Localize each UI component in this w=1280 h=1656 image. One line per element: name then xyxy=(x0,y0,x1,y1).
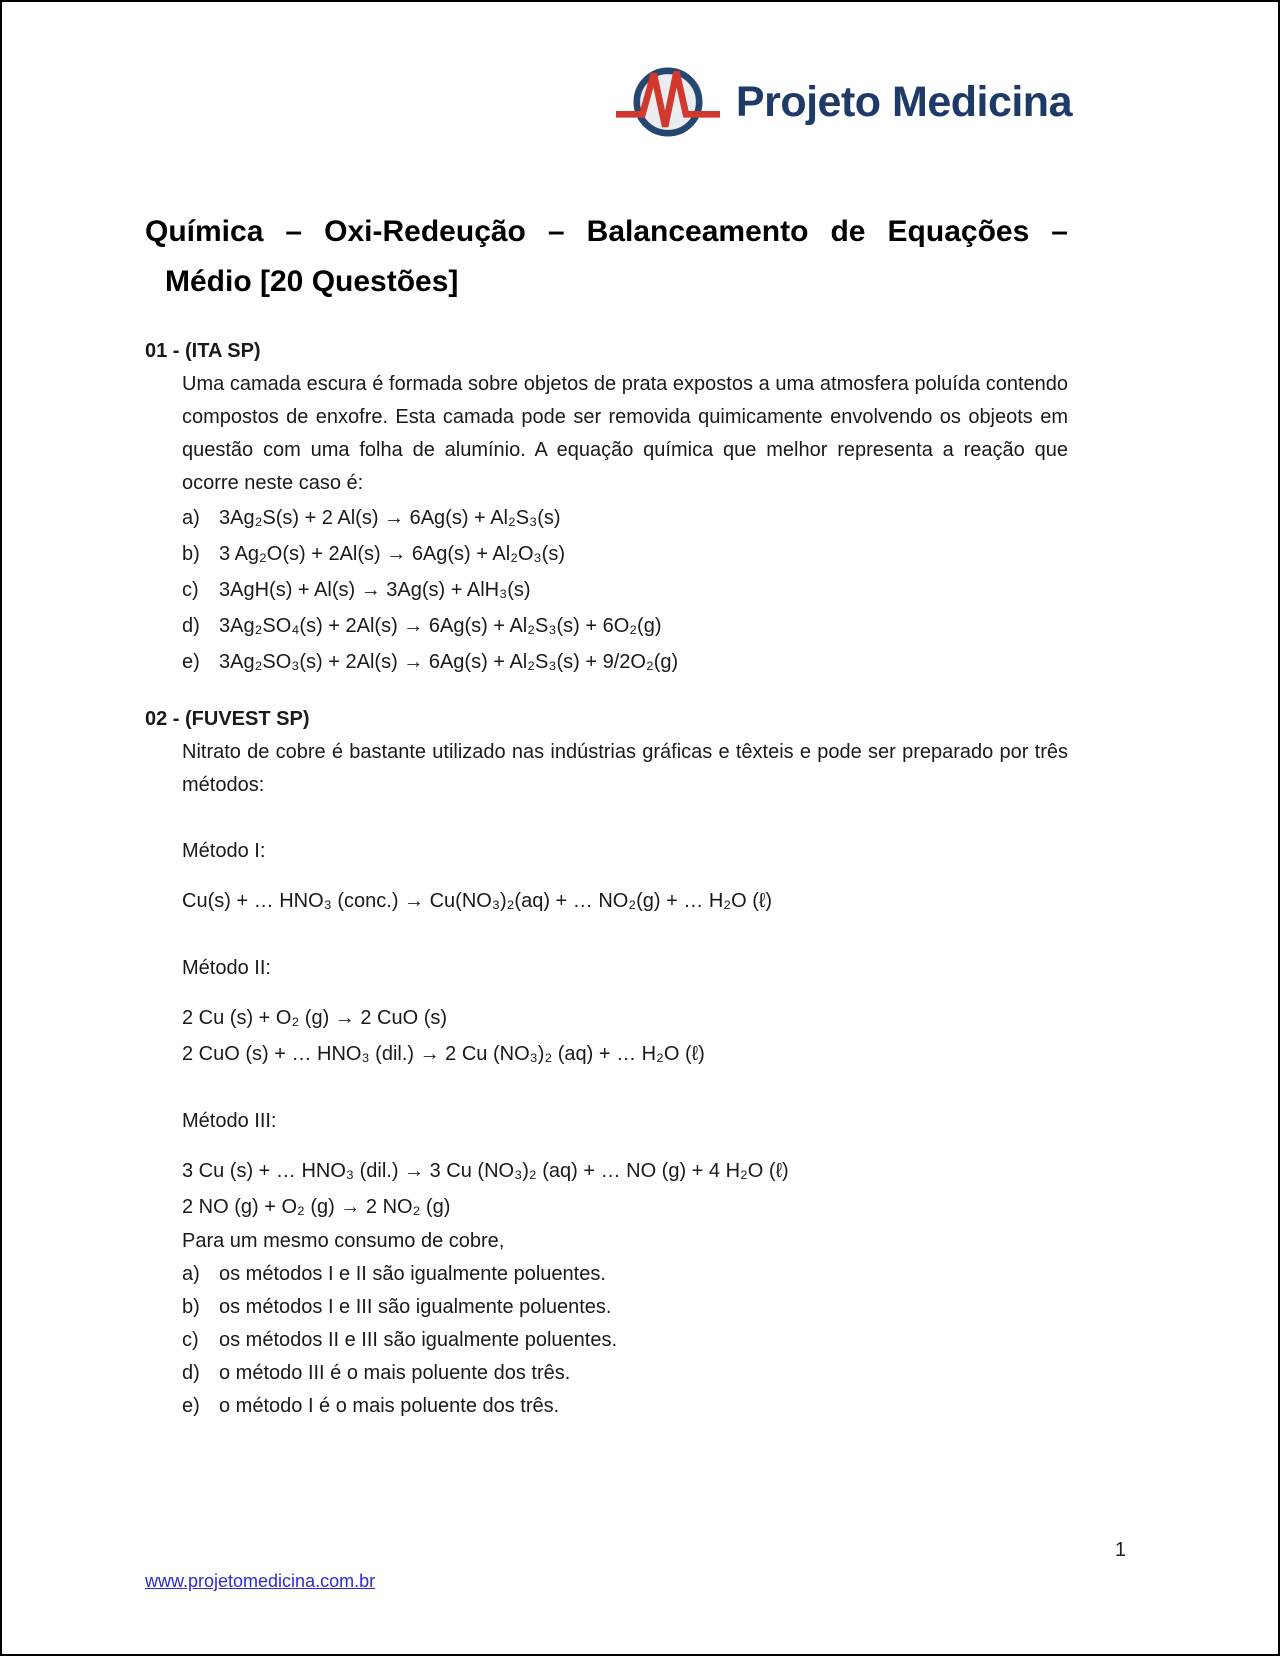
method-2-label: Método II: xyxy=(182,957,271,979)
question-02-closing: Para um mesmo consumo de cobre, xyxy=(182,1230,505,1252)
option-letter: d) xyxy=(182,1362,200,1384)
option-text: 3 Ag₂O(s) + 2Al(s) → 6Ag(s) + Al₂O₃(s) xyxy=(219,543,565,565)
brand-name: Projeto Medicina xyxy=(735,78,1072,126)
option-d xyxy=(182,1357,1068,1390)
question-01-body: Uma camada escura é formada sobre objetos de prata expostos a uma atmosfera poluída contendo compostos de enxofre. Esta camada pode ser removida quimicamente envolvendo os objeots em questão com uma folha de alumínio. A equação química que melhor representa a reação que ocorre neste caso é: xyxy=(182,373,1068,494)
chemical-equation: 3 Cu (s) + … HNO₃ (dil.) → 3 Cu (NO₃)₂ (aq) + … NO (g) + 4 H₂O (ℓ) xyxy=(182,1160,789,1182)
method-1-equations xyxy=(182,883,1068,919)
option-c xyxy=(182,1324,1068,1357)
option-e xyxy=(182,644,1068,680)
option-letter: a) xyxy=(182,507,200,529)
method-3-label: Método III: xyxy=(182,1110,277,1132)
option-letter: b) xyxy=(182,1296,200,1318)
page-number: 1 xyxy=(1114,1539,1126,1561)
method-2-equations xyxy=(182,1000,1068,1072)
option-d xyxy=(182,608,1068,644)
question-02-header: 02 - (FUVEST SP) xyxy=(145,708,310,730)
option-text: 3Ag₂SO₄(s) + 2Al(s) → 6Ag(s) + Al₂S₃(s) + 6O₂(g) xyxy=(219,615,662,637)
document-content xyxy=(2,207,1278,1423)
option-text: o método I é o mais poluente dos três. xyxy=(219,1395,560,1417)
chemical-equation: 2 NO (g) + O₂ (g) → 2 NO₂ (g) xyxy=(182,1196,451,1218)
method-1-label: Método I: xyxy=(182,840,266,862)
option-text: os métodos I e III são igualmente poluentes. xyxy=(219,1296,612,1318)
option-text: 3Ag₂SO₃(s) + 2Al(s) → 6Ag(s) + Al₂S₃(s) + 9/2O₂(g) xyxy=(219,651,679,673)
page-title-line2: Médio [20 Questões] xyxy=(165,265,459,298)
option-text: os métodos II e III são igualmente poluentes. xyxy=(219,1329,618,1351)
option-a xyxy=(182,500,1068,536)
question-01-options xyxy=(182,500,1068,680)
option-letter: c) xyxy=(182,1329,199,1351)
option-letter: c) xyxy=(182,579,199,601)
option-text: 3AgH(s) + Al(s) → 3Ag(s) + AlH₃(s) xyxy=(219,579,531,601)
option-letter: e) xyxy=(182,651,200,673)
chemical-equation: Cu(s) + … HNO₃ (conc.) → Cu(NO₃)₂(aq) + … NO₂(g) + … H₂O (ℓ) xyxy=(182,890,772,912)
brand-header xyxy=(2,60,1278,144)
question-02 xyxy=(145,703,1068,1423)
option-b xyxy=(182,536,1068,572)
option-letter: e) xyxy=(182,1395,200,1417)
question-02-body: Nitrato de cobre é bastante utilizado nas indústrias gráficas e têxteis e pode ser preparado por três métodos: xyxy=(182,741,1068,796)
footer-website-link[interactable]: www.projetomedicina.com.br xyxy=(145,1571,376,1591)
option-e xyxy=(182,1390,1068,1423)
method-3-equations xyxy=(182,1153,1068,1225)
option-letter: b) xyxy=(182,543,200,565)
option-letter: d) xyxy=(182,615,200,637)
chemical-equation: 2 CuO (s) + … HNO₃ (dil.) → 2 Cu (NO₃)₂ (aq) + … H₂O (ℓ) xyxy=(182,1043,705,1065)
page-title xyxy=(145,207,1068,307)
option-text: os métodos I e II são igualmente poluentes. xyxy=(219,1263,606,1285)
page-title-line1: Química – Oxi-Redeução – Balanceamento de Equações – xyxy=(145,215,1068,248)
option-letter: a) xyxy=(182,1263,200,1285)
option-a xyxy=(182,1258,1068,1291)
option-text: o método III é o mais poluente dos três. xyxy=(219,1362,571,1384)
option-c xyxy=(182,572,1068,608)
chemical-equation: 2 Cu (s) + O₂ (g) → 2 CuO (s) xyxy=(182,1007,448,1029)
projeto-medicina-logo-icon xyxy=(616,60,720,144)
question-01 xyxy=(145,335,1068,680)
question-01-header: 01 - (ITA SP) xyxy=(145,340,261,362)
option-b xyxy=(182,1291,1068,1324)
option-text: 3Ag₂S(s) + 2 Al(s) → 6Ag(s) + Al₂S₃(s) xyxy=(219,507,561,529)
question-02-options xyxy=(182,1258,1068,1423)
